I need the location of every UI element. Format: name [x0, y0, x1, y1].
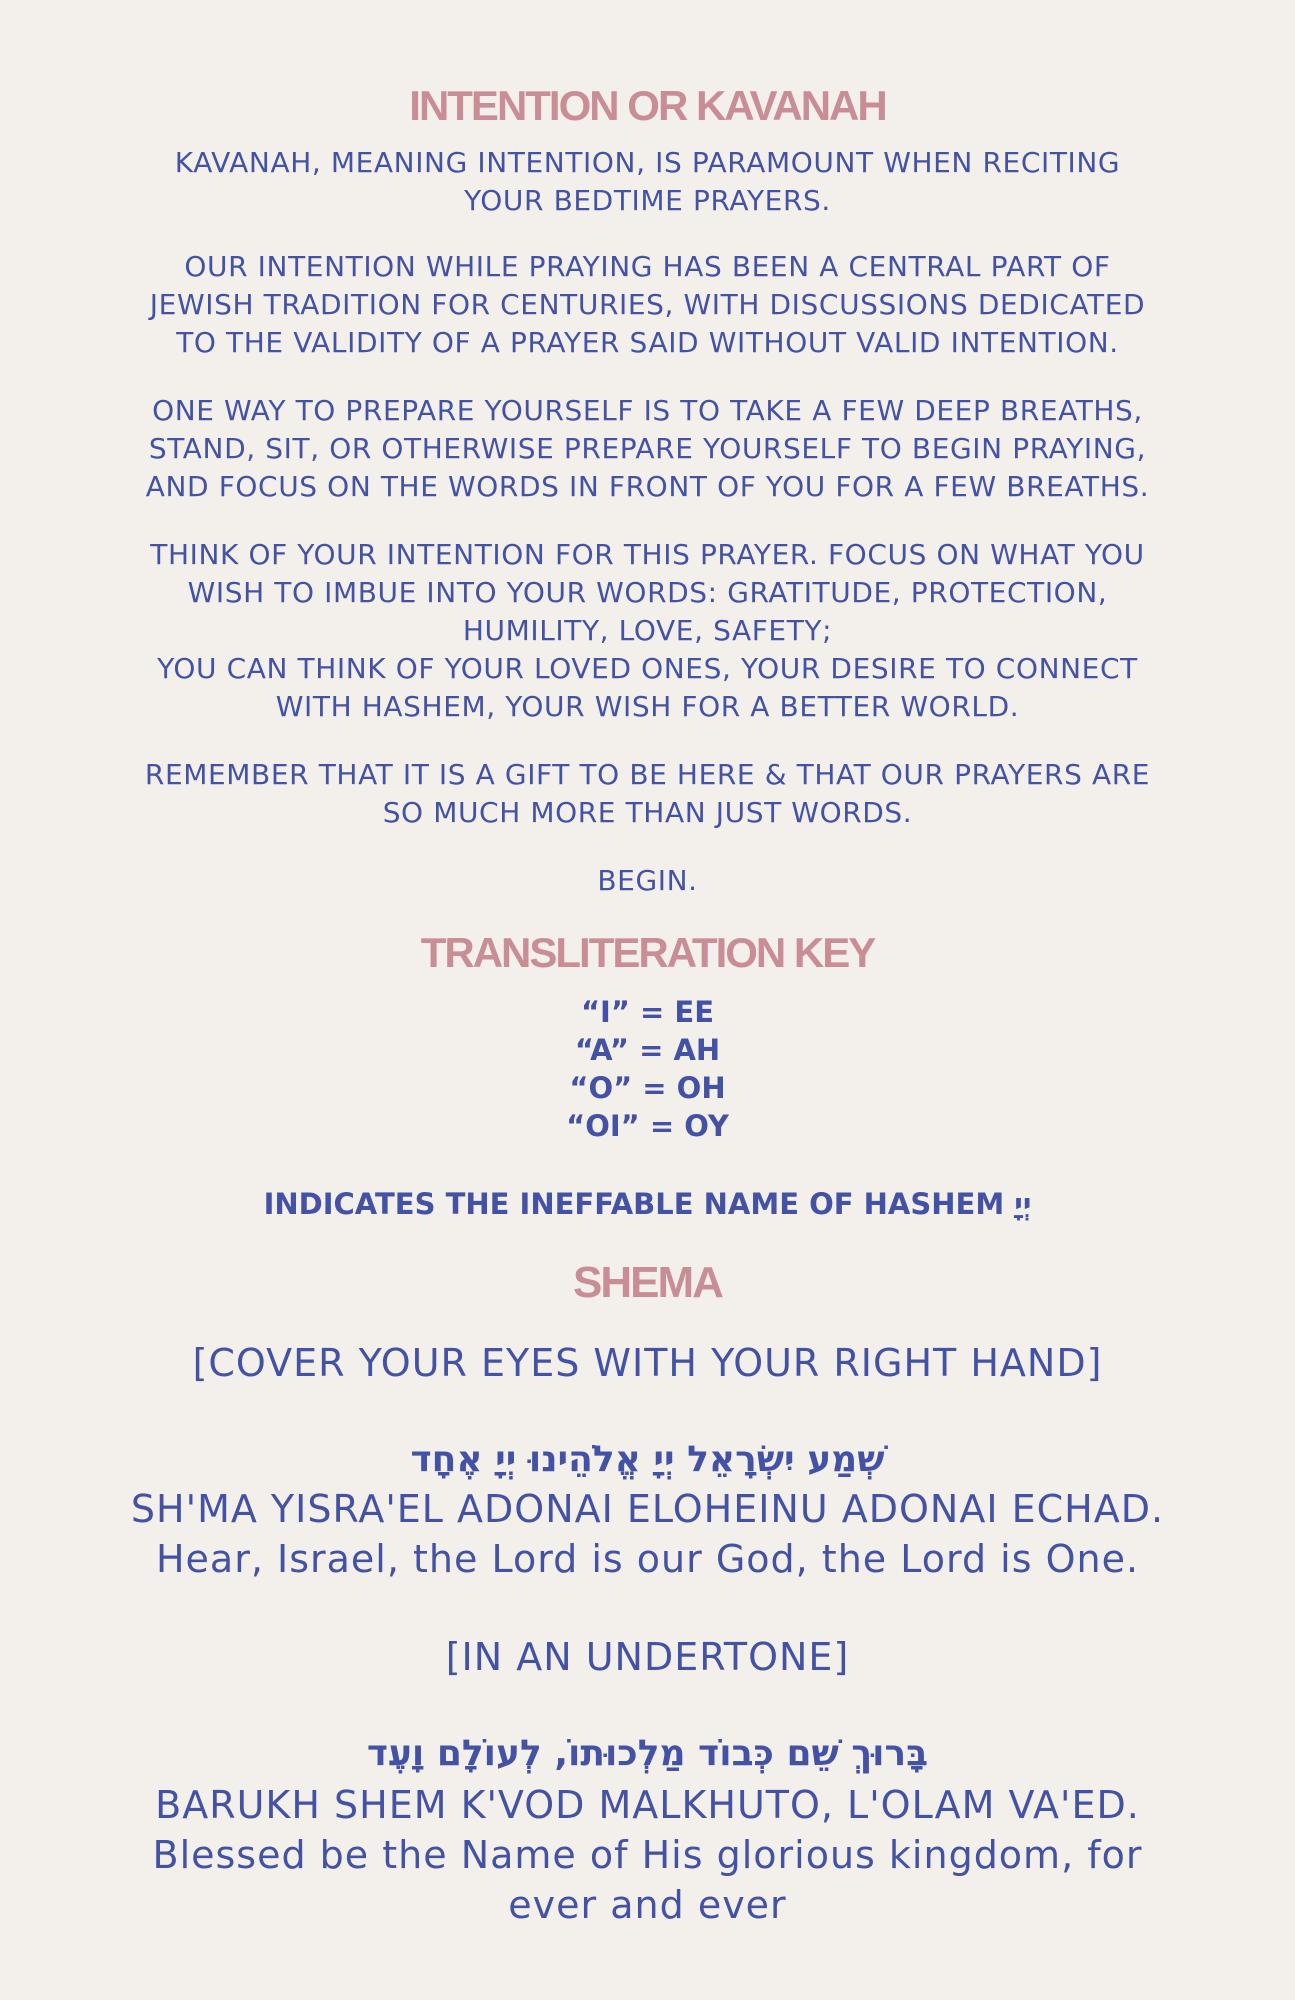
intention-paragraph-3 [0, 392, 1295, 506]
text-line: TO THE VALIDITY OF A PRAYER SAID WITHOUT VALID INTENTION. [176, 326, 1119, 359]
intention-paragraph-4 [0, 536, 1295, 726]
intention-paragraph-5 [0, 756, 1295, 832]
ineffable-name-note: יְיָ INDICATES THE INEFFABLE NAME OF HASHEM [263, 1187, 1032, 1221]
cover-eyes-instruction: [COVER YOUR EYES WITH YOUR RIGHT HAND] [192, 1341, 1103, 1385]
intention-title: INTENTION OR KAVANAH [409, 82, 886, 129]
text-line: Blessed be the Name of His glorious kingdom, for [152, 1833, 1143, 1877]
text-line: OUR INTENTION WHILE PRAYING HAS BEEN A CENTRAL PART OF [184, 250, 1111, 283]
begin-text: BEGIN. [597, 864, 698, 897]
transliteration-key-list [0, 993, 1295, 1145]
text-line: WISH TO IMBUE INTO YOUR WORDS: GRATITUDE, PROTECTION, [187, 576, 1108, 609]
shema-hebrew: שְׁמַע יִשְׂרָאֵל יְיָ אֱלֹהֵינוּ יְיָ אֶחָד [410, 1439, 885, 1480]
text-line: SO MUCH MORE THAN JUST WORDS. [382, 796, 913, 829]
transliteration-key-title: TRANSLITERATION KEY [420, 929, 875, 976]
text-line: YOU CAN THINK OF YOUR LOVED ONES, YOUR DESIRE TO CONNECT [157, 652, 1138, 685]
text-line: AND FOCUS ON THE WORDS IN FRONT OF YOU FOR A FEW BREATHS. [145, 470, 1150, 503]
baruch-shem-transliteration: BARUKH SHEM K'VOD MALKHUTO, L'OLAM VA'ED. [155, 1783, 1140, 1827]
text-line: WITH HASHEM, YOUR WISH FOR A BETTER WORLD. [275, 690, 1020, 723]
text-line: HUMILITY, LOVE, SAFETY; [462, 614, 833, 647]
intention-paragraph-6 [0, 862, 1295, 900]
text-line: YOUR BEDTIME PRAYERS. [464, 184, 831, 217]
key-item: “A” = AH [574, 1033, 721, 1067]
shema-transliteration: SH'MA YISRA'EL ADONAI ELOHEINU ADONAI ECHAD. [130, 1487, 1165, 1531]
text-line: ever and ever [508, 1883, 787, 1927]
baruch-shem-hebrew: בָּרוּךְ שֵׁם כְּבוֹד מַלְכוּתוֹ, לְעוֹלָם וָעֶד [366, 1733, 929, 1774]
intention-paragraph-1 [0, 144, 1295, 220]
baruch-shem-translation [0, 1830, 1295, 1930]
text-line: REMEMBER THAT IT IS A GIFT TO BE HERE & THAT OUR PRAYERS ARE [144, 758, 1151, 791]
text-line: STAND, SIT, OR OTHERWISE PREPARE YOURSELF TO BEGIN PRAYING, [148, 432, 1147, 465]
text-line: THINK OF YOUR INTENTION FOR THIS PRAYER. FOCUS ON WHAT YOU [150, 538, 1145, 571]
intention-paragraph-2 [0, 248, 1295, 362]
shema-translation: Hear, Israel, the Lord is our God, the Lord is One. [155, 1537, 1140, 1581]
text-line: KAVANAH, MEANING INTENTION, IS PARAMOUNT WHEN RECITING [174, 146, 1121, 179]
key-item: “I” = EE [580, 995, 715, 1029]
shema-title: SHEMA [573, 1258, 722, 1307]
key-item: “OI” = OY [566, 1109, 729, 1143]
text-line: ONE WAY TO PREPARE YOURSELF IS TO TAKE A FEW DEEP BREATHS, [152, 394, 1143, 427]
text-line: JEWISH TRADITION FOR CENTURIES, WITH DISCUSSIONS DEDICATED [149, 288, 1146, 321]
undertone-instruction: [IN AN UNDERTONE] [445, 1635, 850, 1679]
key-item: “O” = OH [569, 1071, 726, 1105]
